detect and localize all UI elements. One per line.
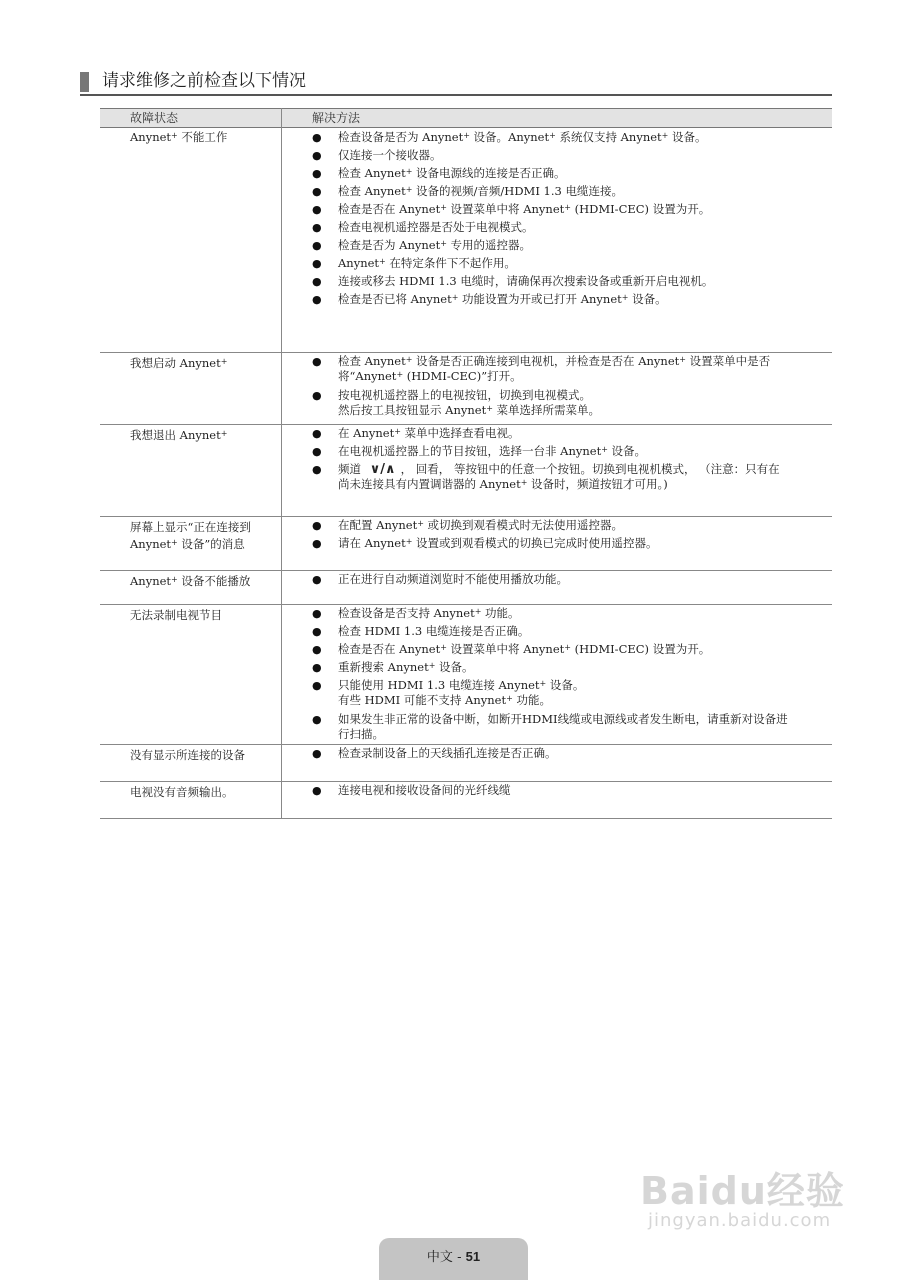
row-divider: [100, 570, 832, 571]
issue-status: 电视没有音频输出。: [130, 785, 234, 799]
superscript-plus: +: [486, 404, 493, 413]
row-divider: [100, 424, 832, 425]
solution-item: ● 只能使用 HDMI 1.3 电缆连接 Anynet+ 设备。 有些 HDMI 可能不支持 Anynet+ 功能。: [312, 678, 585, 707]
bullet-icon: ●: [312, 643, 322, 656]
issue-status: 我想启动 Anynet+: [130, 356, 228, 370]
section-header: [80, 70, 832, 96]
solution-item: ● 仅连接一个接收器。: [312, 148, 442, 162]
solution-item: ● 请在 Anynet+ 设置或到观看模式的切换已完成时使用遥控器。: [312, 536, 658, 550]
row-divider: [100, 604, 832, 605]
bullet-icon: ●: [312, 221, 322, 234]
solution-item: ● 在配置 Anynet+ 或切换到观看模式时无法使用遥控器。: [312, 518, 624, 532]
bullet-icon: ●: [312, 203, 322, 216]
superscript-plus: +: [539, 679, 547, 688]
solution-item: ● 检查设备是否为 Anynet+ 设备。Anynet+ 系统仅支持 Anynet+ 设备。: [312, 130, 707, 144]
issue-status: 无法录制电视节目: [130, 608, 222, 622]
troubleshooting-table: [100, 108, 832, 818]
bullet-icon: ●: [312, 167, 322, 180]
column-header-status: 故障状态: [130, 111, 179, 125]
issue-status: Anynet+ 设备不能播放: [130, 574, 251, 588]
watermark-logo: Baidu经验: [640, 1169, 845, 1213]
solution-item: ● 检查 Anynet+ 设备是否正确连接到电视机，并检查是否在 Anynet+ 设置菜单中是否 将“Anynet+ (HDMI-CEC)”打开。: [312, 354, 771, 383]
issue-status: Anynet+ 不能工作: [130, 130, 228, 144]
superscript-plus: +: [417, 519, 424, 528]
superscript-plus: +: [440, 203, 447, 212]
table-header: [100, 108, 832, 128]
footer-separator: -: [452, 1250, 466, 1265]
solution-item: ● 连接或移去 HDMI 1.3 电缆时，请确保再次搜索设备或重新开启电视机。: [312, 274, 714, 288]
row-divider: [100, 352, 832, 353]
bullet-icon: ●: [312, 519, 322, 532]
bullet-icon: ●: [312, 747, 322, 760]
solution-item: ● 在电视机遥控器上的节目按钮，选择一台非 Anynet+ 设备。: [312, 444, 647, 458]
bullet-icon: ●: [312, 537, 322, 550]
solution-item: ● 重新搜索 Anynet+ 设备。: [312, 660, 474, 674]
title-marker: [80, 72, 89, 92]
bullet-icon: ●: [312, 661, 322, 674]
superscript-plus: +: [171, 131, 178, 140]
superscript-plus: +: [405, 167, 413, 176]
bullet-icon: ●: [312, 445, 322, 458]
bullet-icon: ●: [312, 239, 322, 252]
bullet-icon: ●: [312, 784, 322, 797]
bullet-icon: ●: [312, 625, 322, 638]
superscript-plus: +: [520, 478, 528, 487]
superscript-plus: +: [621, 293, 629, 302]
bullet-icon: ●: [312, 463, 322, 476]
footer-page: 51: [465, 1249, 481, 1264]
superscript-plus: +: [405, 185, 413, 194]
row-divider: [100, 781, 832, 782]
bullet-icon: ●: [312, 607, 322, 620]
row-divider: [100, 818, 832, 819]
bullet-icon: ●: [312, 149, 322, 162]
superscript-plus: +: [440, 643, 447, 652]
solution-item: ● 检查 HDMI 1.3 电缆连接是否正确。: [312, 624, 530, 638]
superscript-plus: +: [220, 357, 228, 366]
solution-item: ● 检查电视机遥控器是否处于电视模式。: [312, 220, 534, 234]
superscript-plus: +: [474, 607, 482, 616]
channel-up-down-icon: ∨/∧: [369, 462, 396, 477]
bullet-icon: ●: [312, 355, 322, 368]
superscript-plus: +: [601, 445, 608, 454]
footer-language: 中文: [426, 1250, 453, 1265]
bullet-icon: ●: [312, 427, 322, 440]
bullet-icon: ●: [312, 275, 322, 288]
solution-item: ● Anynet+ 在特定条件下不起作用。: [312, 256, 516, 270]
issue-status: 我想退出 Anynet+: [130, 428, 228, 442]
superscript-plus: +: [220, 429, 228, 438]
superscript-plus: +: [396, 370, 404, 379]
solution-item: ● 如果发生非正常的设备中断，如断开HDMI线缆或电源线或者发生断电，请重新对设备进 行扫描。: [312, 712, 788, 741]
solution-item: ● 在 Anynet+ 菜单中选择查看电视。: [312, 426, 520, 440]
page-title: 请求维修之前检查以下情况: [102, 71, 306, 91]
solution-item: ● 检查 Anynet+ 设备的视频/音频/HDMI 1.3 电缆连接。: [312, 184, 623, 198]
superscript-plus: +: [394, 427, 401, 436]
solution-item: ● 检查是否在 Anynet+ 设置菜单中将 Anynet+ (HDMI-CEC) 设置为开。: [312, 642, 711, 656]
solution-item: ● 按电视机遥控器上的电视按钮，切换到电视模式。 然后按工具按钮显示 Anynet+ 菜单选择所需菜单。: [312, 388, 601, 417]
issue-status: 没有显示所连接的设备: [130, 748, 245, 762]
bullet-icon: ●: [312, 293, 322, 306]
solution-item: ● 频道 ∨/∧ ， 回看， 等按钮中的任意一个按钮。切换到电视机模式， （注意：只有在 尚未连接具有内置调谐器的 Anynet+ 设备时，频道按钮才可用。): [312, 462, 780, 491]
solution-item: ● 检查是否为 Anynet+ 专用的遥控器。: [312, 238, 532, 252]
superscript-plus: +: [564, 203, 571, 212]
bullet-icon: ●: [312, 389, 322, 402]
solution-item: ● 检查是否已将 Anynet+ 功能设置为开或已打开 Anynet+ 设备。: [312, 292, 667, 306]
watermark-url: jingyan.baidu.com: [648, 1210, 832, 1231]
solution-item: ● 检查设备是否支持 Anynet+ 功能。: [312, 606, 520, 620]
superscript-plus: +: [549, 131, 556, 140]
baidu-watermark: [640, 1150, 860, 1240]
superscript-plus: +: [440, 239, 447, 248]
row-divider: [100, 516, 832, 517]
solution-item: ● 连接电视和接收设备间的光纤线缆: [312, 783, 511, 797]
bullet-icon: ●: [312, 131, 322, 144]
superscript-plus: +: [171, 575, 178, 584]
solution-item: ● 检查录制设备上的天线插孔连接是否正确。: [312, 746, 557, 760]
superscript-plus: +: [171, 538, 178, 547]
solution-item: ● 检查是否在 Anynet+ 设置菜单中将 Anynet+ (HDMI-CEC) 设置为开。: [312, 202, 711, 216]
superscript-plus: +: [405, 537, 413, 546]
row-divider: [100, 744, 832, 745]
bullet-icon: ●: [312, 713, 322, 726]
superscript-plus: +: [661, 131, 669, 140]
bullet-icon: ●: [312, 257, 322, 270]
solution-item: ● 检查 Anynet+ 设备电源线的连接是否正确。: [312, 166, 566, 180]
issue-status: 屏幕上显示“正在连接到 Anynet+ 设备”的消息: [130, 520, 251, 551]
column-header-solution: 解决方法: [312, 111, 361, 125]
superscript-plus: +: [428, 661, 436, 670]
page-number: [379, 1249, 528, 1266]
page-footer: [379, 1238, 528, 1280]
column-divider: [281, 108, 282, 818]
bullet-icon: ●: [312, 573, 322, 586]
superscript-plus: +: [506, 694, 513, 703]
bullet-icon: ●: [312, 185, 322, 198]
superscript-plus: +: [451, 293, 459, 302]
solution-item: ● 正在进行自动频道浏览时不能使用播放功能。: [312, 572, 568, 586]
superscript-plus: +: [463, 131, 470, 140]
superscript-plus: +: [405, 355, 413, 364]
superscript-plus: +: [564, 643, 571, 652]
bullet-icon: ●: [312, 679, 322, 692]
superscript-plus: +: [379, 257, 386, 266]
superscript-plus: +: [679, 355, 686, 364]
